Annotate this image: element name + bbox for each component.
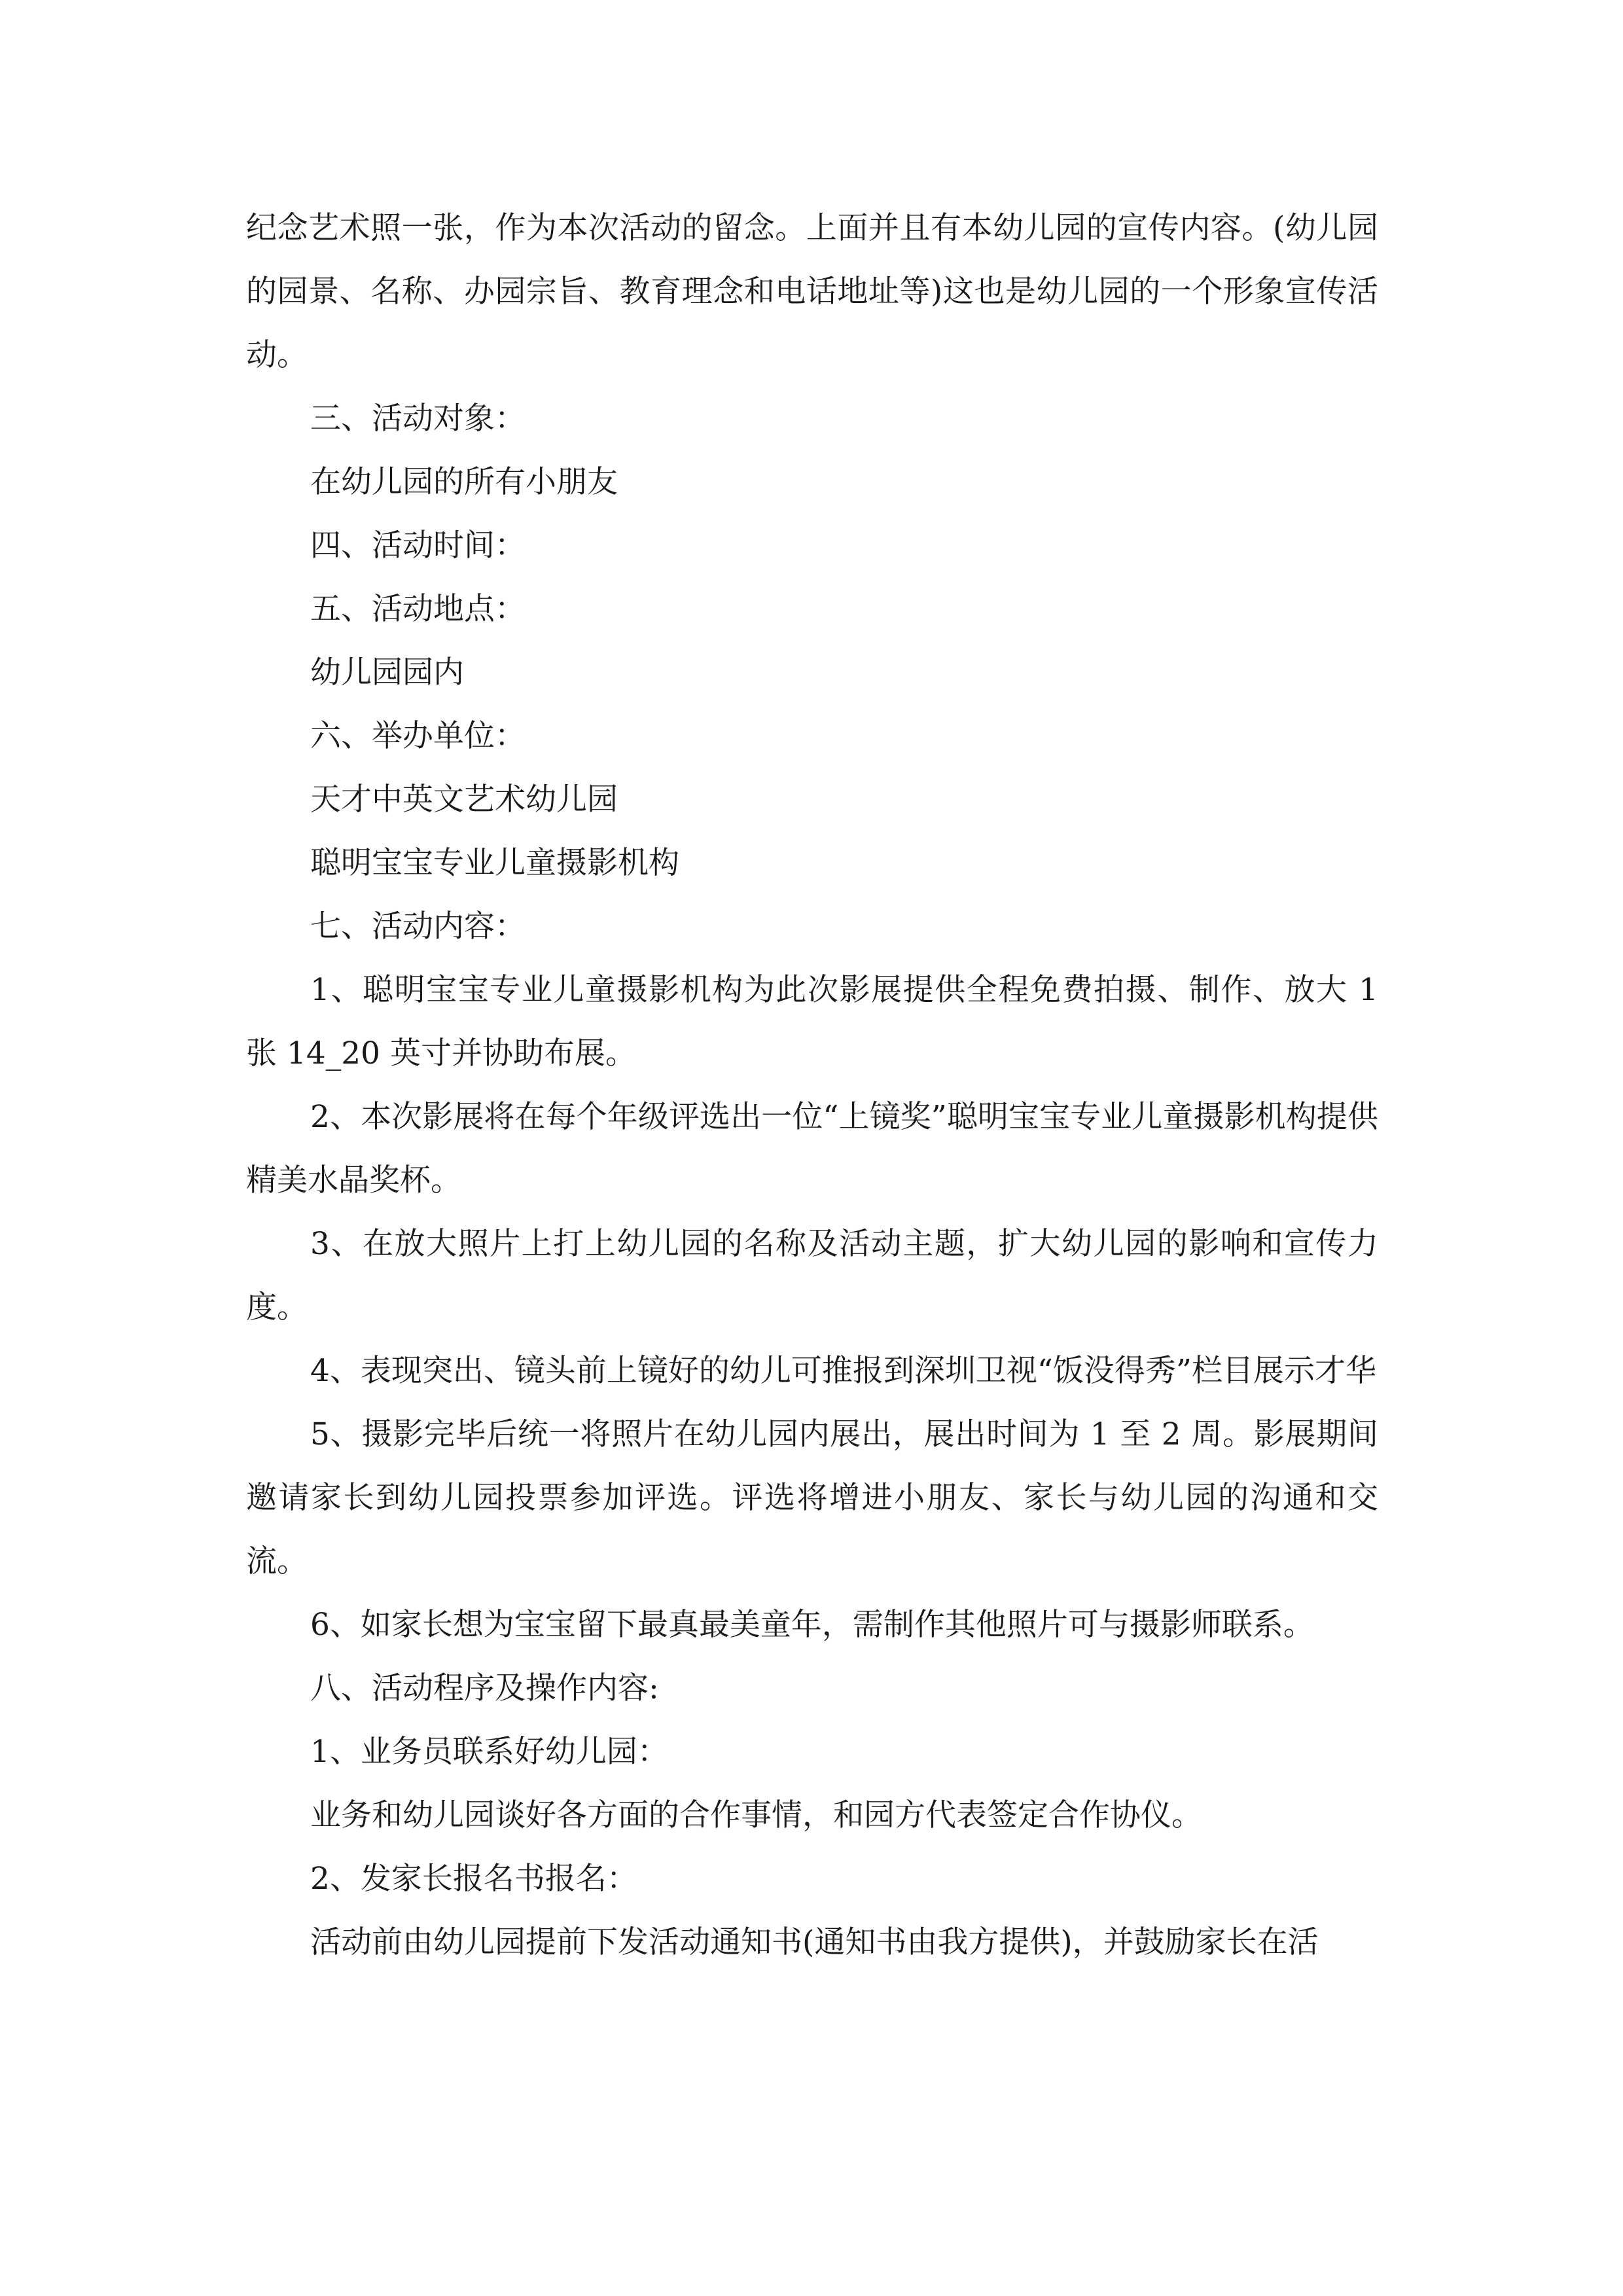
- heading-procedure-step-2: 2、发家长报名书报名：: [310, 1861, 637, 1897]
- paragraph-activity-target: 在幼儿园的所有小朋友: [310, 464, 618, 500]
- paragraph-content-item-3: 3、在放大照片上打上幼儿园的名称及活动主题，扩大幼儿园的影响和宣传力度。: [246, 1226, 1378, 1325]
- heading-activity-content: 七、活动内容：: [310, 908, 526, 944]
- paragraph-procedure-step-2: 活动前由幼儿园提前下发活动通知书(通知书由我方提供)，并鼓励家长在活: [310, 1924, 1319, 1960]
- heading-procedure: 八、活动程序及操作内容:: [310, 1670, 659, 1706]
- document-body: [246, 196, 1378, 1974]
- paragraph-content-item-1: 1、聪明宝宝专业儿童摄影机构为此次影展提供全程免费拍摄、制作、放大 1 张 14_20 英寸并协助布展。: [246, 972, 1378, 1071]
- heading-activity-location: 五、活动地点：: [310, 591, 526, 627]
- paragraph-content-item-2: 2、本次影展将在每个年级评选出一位“上镜奖”聪明宝宝专业儿童摄影机构提供精美水晶奖杯。: [246, 1099, 1378, 1198]
- paragraph-activity-location: 幼儿园园内: [310, 655, 464, 691]
- heading-organizer: 六、举办单位：: [310, 718, 526, 754]
- heading-activity-time: 四、活动时间：: [310, 528, 526, 564]
- heading-procedure-step-1: 1、业务员联系好幼儿园：: [310, 1734, 668, 1770]
- paragraph-organizer-studio: 聪明宝宝专业儿童摄影机构: [310, 845, 679, 881]
- paragraph-content-item-4: 4、表现突出、镜头前上镜好的幼儿可推报到深圳卫视“饭没得秀”栏目展示才华: [310, 1353, 1376, 1389]
- paragraph-organizer-kindergarten: 天才中英文艺术幼儿园: [310, 781, 618, 817]
- paragraph-intro: 纪念艺术照一张，作为本次活动的留念。上面并且有本幼儿园的宣传内容。(幼儿园的园景、名称、办园宗旨、教育理念和电话地址等)这也是幼儿园的一个形象宣传活动。: [246, 210, 1378, 373]
- paragraph-content-item-5: 5、摄影完毕后统一将照片在幼儿园内展出，展出时间为 1 至 2 周。影展期间邀请家长到幼儿园投票参加评选。评选将增进小朋友、家长与幼儿园的沟通和交流。: [246, 1416, 1378, 1579]
- paragraph-procedure-step-1: 业务和幼儿园谈好各方面的合作事情，和园方代表签定合作协仪。: [310, 1797, 1202, 1833]
- heading-activity-target: 三、活动对象：: [310, 401, 526, 437]
- paragraph-content-item-6: 6、如家长想为宝宝留下最真最美童年，需制作其他照片可与摄影师联系。: [310, 1607, 1314, 1643]
